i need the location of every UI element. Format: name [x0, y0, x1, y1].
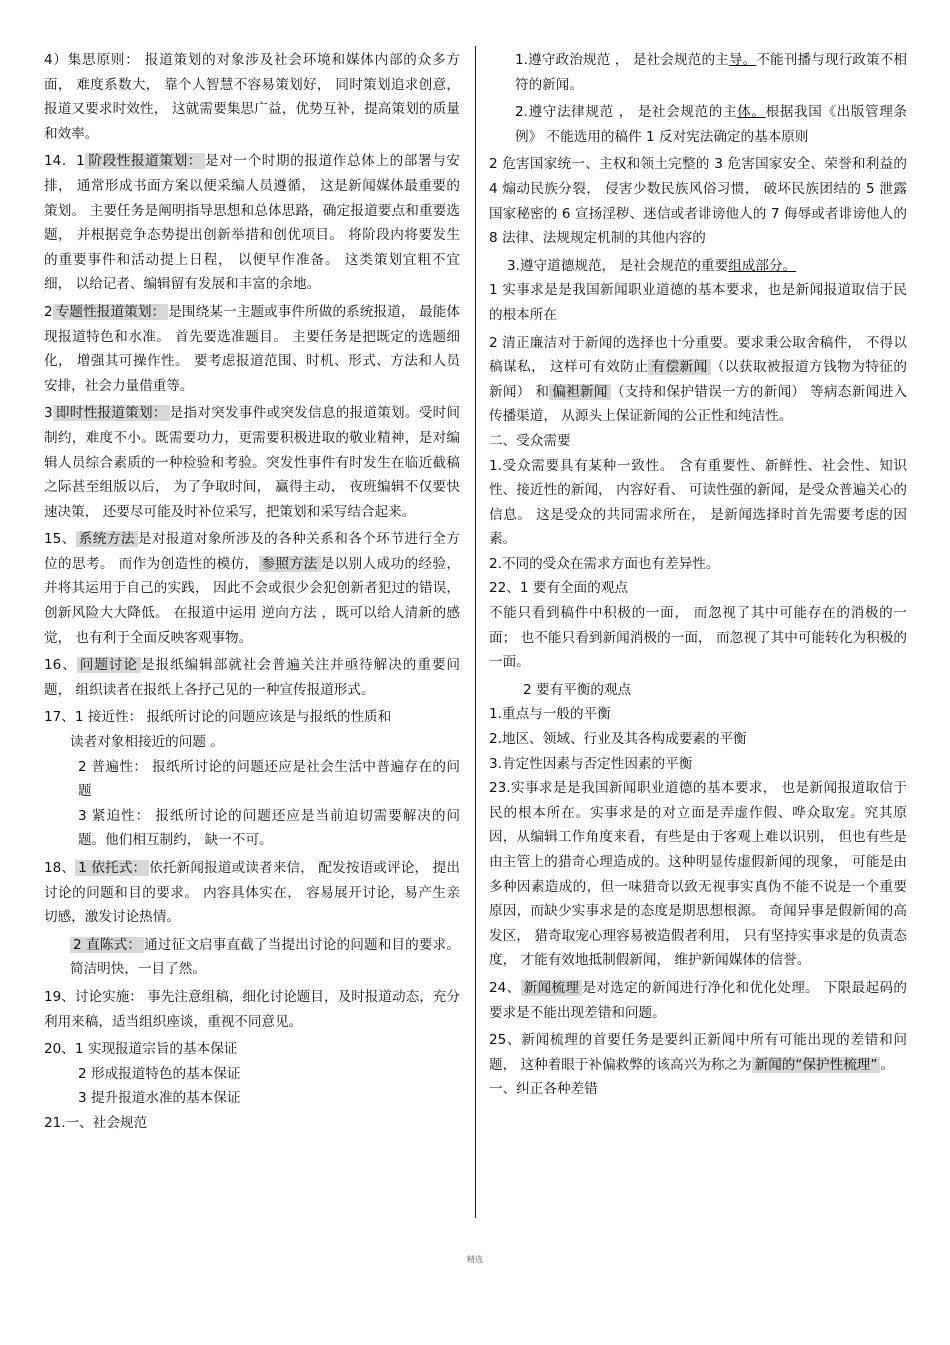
paragraph: 2.遵守法律规范 ， 是社会规范的主体。根据我国《出版管理条例》 不能选用的稿件 1 反对宪法确定的基本原则	[515, 104, 908, 145]
highlighted-term: 新闻的“保护性梳理”	[752, 1057, 881, 1073]
highlighted-term: 系统方法	[76, 531, 138, 547]
highlighted-term: 有偿新闻	[648, 359, 710, 375]
underlined-text: 体。	[737, 104, 766, 121]
right-column	[489, 48, 907, 1102]
paragraph: 3.遵守道德规范， 是社会规范的重要组成部分。	[507, 257, 797, 274]
paragraph: 3 紧迫性： 报纸所讨论的问题还应是当前迫切需要解决的问题。他们相互制约， 缺一不可。	[78, 807, 460, 849]
highlighted-term: 偏袒新闻	[549, 384, 611, 400]
paragraph: 15、 系统方法 是对报道对象所涉及的各种关系和各个环节进行全方位的思考。 而作为创造性的模仿， 参照方法 是以别人成功的经验， 并将其运用于自己的实践， 因此不会或很少会犯创新者犯过的错误， 创新风险大大降低。 在报道中运用 逆向方法 ，既可以给人清新的感觉， 也有利于全面反映客观事物。	[44, 531, 461, 646]
paragraph: 22、1 要有全面的观点	[489, 580, 629, 597]
paragraph: 不能只看到稿件中积极的一面， 而忽视了其中可能存在的消极的一面； 也不能只看到新闻消极的一面， 而忽视了其中可能转化为积极的一面。	[489, 605, 907, 671]
underlined-text: 组成部分。	[728, 257, 797, 274]
highlighted-term: 参照方法	[259, 556, 321, 572]
highlighted-term: 阶段性报道策划：	[85, 153, 205, 169]
paragraph: 14．1 阶段性报道策划： 是对一个时期的报道作总体上的部署与安排， 通常形成书面方案以便采编人员遵循， 这是新闻媒体最重要的策划。 主要任务是阐明指导思想和总体思路，确定报道要点和重要选题， 并根据竞争态势提出创新举措和创优项目。 将阶段内将要发生的重要事件和活动提上日程， 以便早作准备。 这类策划宜粗不宜细， 以给记者、编辑留有发展和丰富的余地。	[44, 153, 461, 293]
paragraph: 二、受众需要	[489, 432, 571, 449]
left-column	[44, 48, 460, 1136]
paragraph: 23.实事求是是我国新闻职业道德的基本要求， 也是新闻报道取信于民的根本所在。实事求是的对立面是弄虚作假、哗众取宠。究其原因，从编辑工作角度来看，有些是由于客观上难以识别， 但也有些是由主管上的猎奇心理造成的。这种明显传虚假新闻的现象， 可能是由多种因素造成的，但一味猎奇以致无视事实真伪不能不说是一个重要原因，而缺少实事求是的态度是期思想根源。 奇闻异事是假新闻的高发区， 猎奇取宠心理容易被造假者利用， 只有坚持实事求是的负责态度， 才能有效地抵制假新闻， 维护新闻媒体的信誉。	[489, 780, 907, 969]
paragraph: 2 危害国家统一、主权和领土完整的 3 危害国家安全、荣誉和利益的 4 煽动民族分裂， 侵害少数民族风俗习惯， 破坏民族团结的 5 泄露国家秘密的 6 宣扬淫秽、迷信或者诽谤他人的 7 侮辱或者诽谤他人的 8 法律、法规规定机制的其他内容的	[489, 156, 907, 247]
paragraph: 2 要有平衡的观点	[523, 681, 632, 698]
paragraph: 2.地区、领域、行业及其各构成要素的平衡	[489, 731, 747, 748]
paragraph: 3.肯定性因素与否定性因素的平衡	[489, 755, 693, 772]
highlighted-term: 1 依托式：	[75, 860, 149, 876]
paragraph: 16、 问题讨论 是报纸编辑部就社会普遍关注并亟待解决的重要问题， 组织读者在报纸上各抒己见的一种宣传报道形式。	[44, 657, 461, 698]
paragraph: 20、1 实现报道宗旨的基本保证	[44, 1041, 238, 1058]
paragraph: 2 专题性报道策划： 是围绕某一主题或事件所做的系统报道， 最能体现报道特色和水准。 首先要选准题目。 主要任务是把既定的选题细化， 增强其可操作性。 要考虑报道范围、时机、形式、方法和人员安排，社会力量借重等。	[44, 303, 460, 394]
paragraph: 2.不同的受众在需求方面也有差异性。	[489, 555, 720, 572]
paragraph: 21.一、社会规范	[44, 1114, 148, 1131]
paragraph: 18、 1 依托式： 依托新闻报道或读者来信， 配发按语或评论， 提出讨论的问题和目的要求。 内容具体实在， 容易展开讨论，易产生亲切感，激发讨论热情。	[44, 860, 460, 926]
highlighted-term: 专题性报道策划：	[53, 304, 169, 320]
paragraph: 3 即时性报道策划： 是指对突发事件或突发信息的报道策划。受时间制约，难度不小。既需要功力，更需要积极进取的敬业精神，是对编辑人员综合素质的一种检验和考验。突发性事件有时发生在临近截稿之际甚至组版以后， 为了争取时间， 赢得主动， 夜班编辑不仅要快速决策， 还要尽可能及时补位采写，把策划和采写结合起来。	[44, 405, 461, 520]
paragraph: 1 实事求是是我国新闻职业道德的基本要求，也是新闻报道取信于民的根本所在	[489, 282, 907, 323]
page-footer: 精选	[467, 1255, 483, 1264]
highlighted-term: 问题讨论	[77, 657, 141, 673]
paragraph: 2 直陈式： 通过征文启事直截了当提出讨论的问题和目的要求。简洁明快，一目了然。	[70, 936, 460, 978]
paragraph: 1.遵守政治规范 ， 是社会规范的主导。不能刊播与现行政策不相符的新闻。	[515, 52, 907, 93]
column-divider	[475, 46, 476, 1218]
paragraph: 17、1 接近性： 报纸所讨论的问题应该是与报纸的性质和	[44, 709, 392, 726]
paragraph: 24、 新闻梳理 是对选定的新闻进行净化和优化处理。 下限最起码的要求是不能出现差错和问题。	[489, 979, 907, 1021]
paragraph: 2 普遍性： 报纸所讨论的问题还应是社会生活中普遍存在的问题	[78, 758, 460, 800]
paragraph: 2 形成报道特色的基本保证	[78, 1065, 241, 1082]
highlighted-term: 新闻梳理	[521, 980, 583, 996]
paragraph: 一、纠正各种差错	[489, 1081, 598, 1098]
highlighted-term: 2 直陈式：	[70, 937, 144, 953]
paragraph: 25、新闻梳理的首要任务是要纠正新闻中所有可能出现的差错和问题， 这种着眼于补偏救弊的该高兴为称之为 新闻的“保护性梳理” 。	[489, 1032, 907, 1073]
highlighted-term: 即时性报道策划：	[53, 405, 170, 421]
underlined-text: 导。	[728, 52, 757, 68]
paragraph: 读者对象相接近的问题 。	[70, 734, 224, 751]
paragraph: 3 提升报道水准的基本保证	[78, 1090, 241, 1107]
paragraph: 1.受众需要具有某种一致性。 含有重要性、新鲜性、社会性、知识性、接近性的新闻， 内容好看、 可读性强的新闻，是受众普遍关心的信息。 这是受众的共同需求所在， 是新闻选择时首先需要考虑的因素。	[489, 457, 907, 548]
paragraph: 1.重点与一般的平衡	[489, 706, 611, 723]
paragraph: 19、讨论实施： 事先注意组稿，细化讨论题目，及时报道动态，充分利用来稿，适当组织座谈，重视不同意见。	[44, 988, 460, 1030]
paragraph: 4）集思原则： 报道策划的对象涉及社会环境和媒体内部的众多方面， 难度系数大， 靠个人智慧不容易策划好， 同时策划追求创意， 报道又要求时效性， 这就需要集思广益，优势互补，提高策划的质量和效率。	[44, 52, 460, 142]
paragraph: 2 清正廉洁对于新闻的选择也十分重要。要求秉公取舍稿件， 不得以稿谋私， 这样可有效防止 有偿新闻 （以获取被报道方钱物为特征的新闻） 和 偏袒新闻 （支持和保护错误一方的新闻） 等病态新闻进入传播渠道， 从源头上保证新闻的公正性和纯洁性。	[489, 334, 907, 425]
